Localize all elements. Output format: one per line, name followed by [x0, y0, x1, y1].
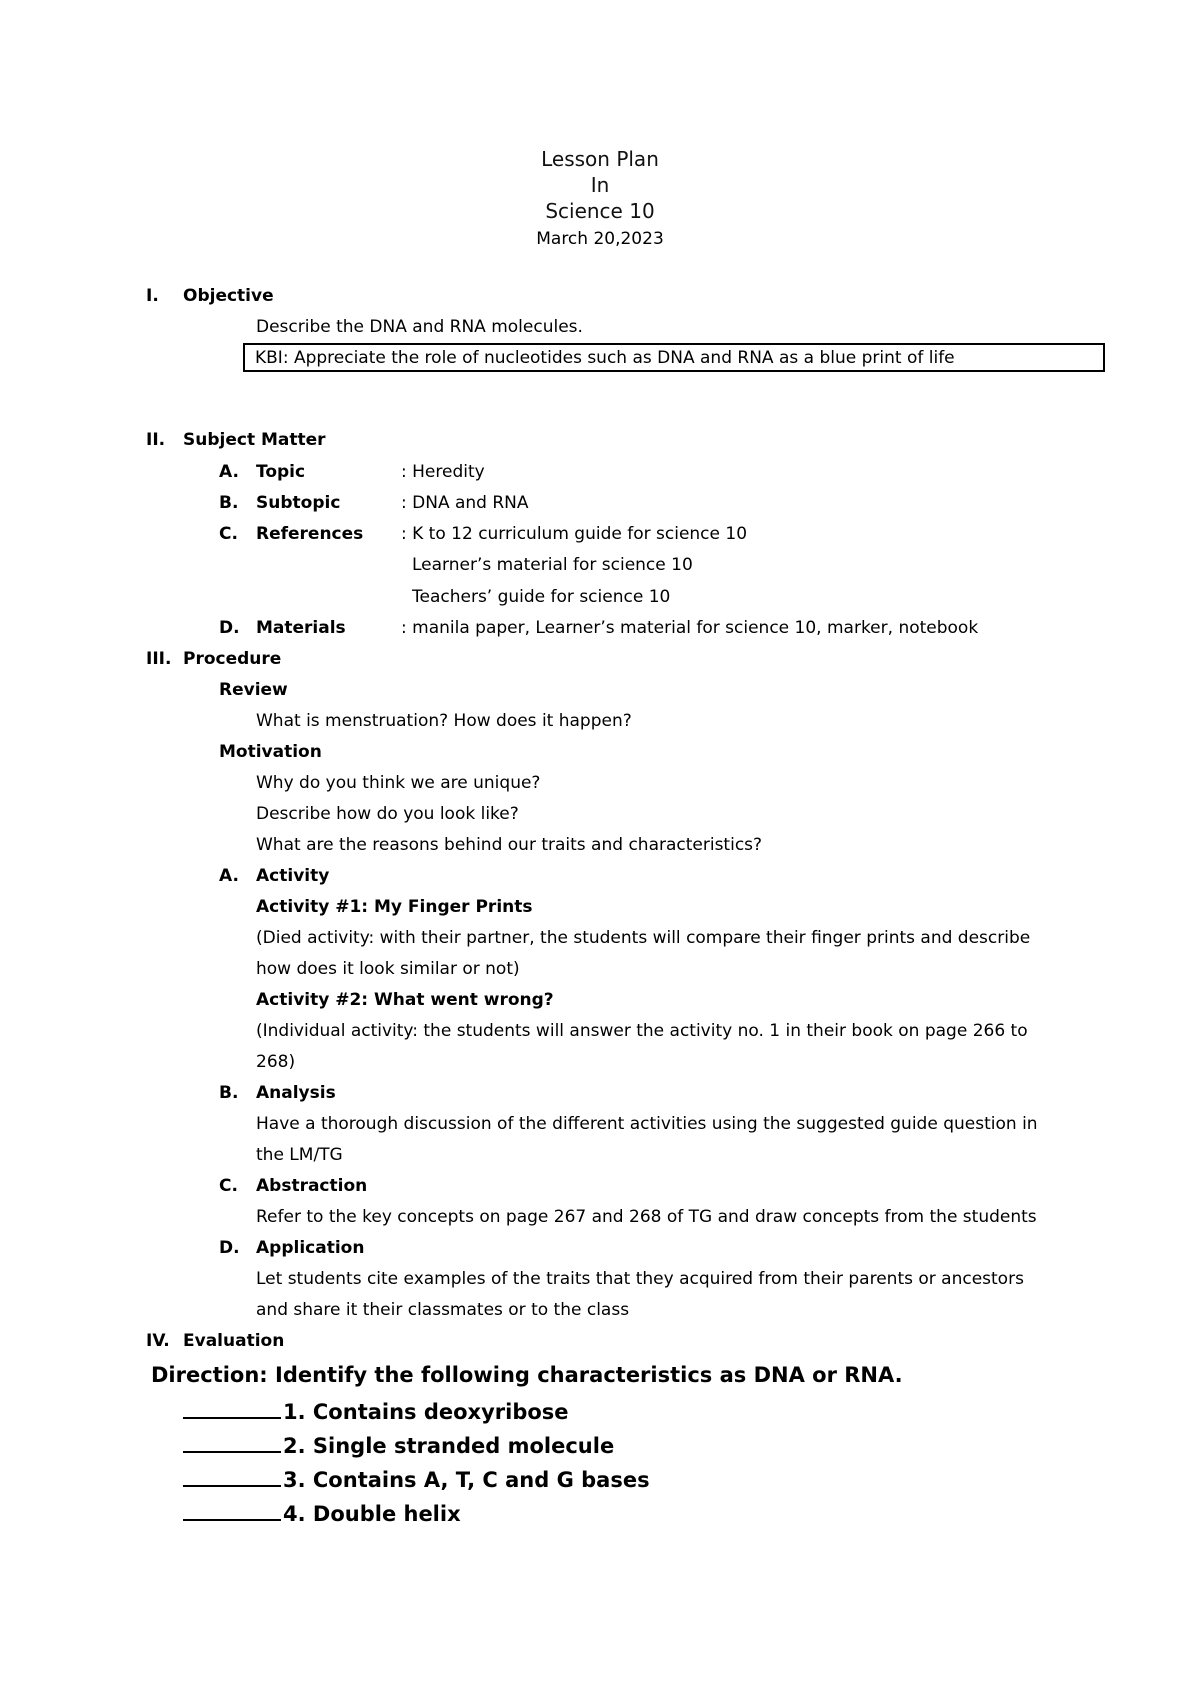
evaluation-item-3: 3. Contains A, T, C and G bases: [183, 1465, 650, 1492]
evaluation-item-4: 4. Double helix: [183, 1499, 461, 1526]
sm-value-topic: : Heredity: [401, 462, 485, 482]
activity-2-title: Activity #2: What went wrong?: [256, 990, 554, 1010]
section-num-evaluation: IV.: [146, 1331, 170, 1351]
evaluation-item-2: 2. Single stranded molecule: [183, 1431, 614, 1458]
activity-2-line-2: 268): [256, 1052, 296, 1072]
sm-reference-extra-2: Teachers’ guide for science 10: [412, 587, 671, 607]
section-num-procedure: III.: [146, 649, 172, 669]
activity-heading: Activity: [256, 866, 330, 886]
sm-label-materials: Materials: [256, 618, 346, 638]
sm-label-topic: Topic: [256, 462, 306, 482]
review-heading: Review: [219, 680, 288, 700]
application-letter: D.: [219, 1238, 240, 1258]
sm-label-subtopic: Subtopic: [256, 493, 341, 513]
application-line-2: and share it their classmates or to the class: [256, 1300, 630, 1320]
motivation-line-1: Why do you think we are unique?: [256, 773, 541, 793]
abstraction-letter: C.: [219, 1176, 238, 1196]
section-num-subject-matter: II.: [146, 430, 166, 450]
application-heading: Application: [256, 1238, 365, 1258]
analysis-line-1: Have a thorough discussion of the different activities using the suggested guide question in: [256, 1114, 1038, 1134]
title-line-2: In: [590, 173, 610, 197]
sm-value-materials: : manila paper, Learner’s material for science 10, marker, notebook: [401, 618, 979, 638]
sm-value-subtopic: : DNA and RNA: [401, 493, 529, 513]
sm-letter-a: A.: [219, 462, 239, 482]
motivation-line-2: Describe how do you look like?: [256, 804, 519, 824]
motivation-line-3: What are the reasons behind our traits and characteristics?: [256, 835, 763, 855]
section-heading-objective: Objective: [183, 286, 274, 306]
sm-letter-b: B.: [219, 493, 239, 513]
motivation-heading: Motivation: [219, 742, 322, 762]
answer-blank[interactable]: [183, 1431, 281, 1453]
activity-1-title: Activity #1: My Finger Prints: [256, 897, 533, 917]
section-heading-evaluation: Evaluation: [183, 1331, 285, 1351]
section-heading-procedure: Procedure: [183, 649, 282, 669]
title-line-1: Lesson Plan: [541, 147, 659, 171]
answer-blank[interactable]: [183, 1397, 281, 1419]
answer-blank[interactable]: [183, 1465, 281, 1487]
title-line-3: Science 10: [545, 199, 655, 223]
sm-label-references: References: [256, 524, 364, 544]
sm-letter-d: D.: [219, 618, 240, 638]
date: March 20,2023: [536, 229, 664, 249]
evaluation-item-1: 1. Contains deoxyribose: [183, 1397, 569, 1424]
activity-1-line-1: (Died activity: with their partner, the students will compare their finger prints and describe: [256, 928, 1031, 948]
kbi-box: KBI: Appreciate the role of nucleotides such as DNA and RNA as a blue print of life: [243, 343, 1105, 372]
activity-letter: A.: [219, 866, 239, 886]
sm-reference-extra-1: Learner’s material for science 10: [412, 555, 693, 575]
activity-2-line-1: (Individual activity: the students will answer the activity no. 1 in their book on page 266 to: [256, 1021, 1028, 1041]
abstraction-heading: Abstraction: [256, 1176, 368, 1196]
abstraction-line-1: Refer to the key concepts on page 267 and 268 of TG and draw concepts from the students: [256, 1207, 1037, 1227]
section-heading-subject-matter: Subject Matter: [183, 430, 326, 450]
review-text: What is menstruation? How does it happen?: [256, 711, 632, 731]
analysis-line-2: the LM/TG: [256, 1145, 343, 1165]
sm-value-references: : K to 12 curriculum guide for science 10: [401, 524, 748, 544]
evaluation-direction: Direction: Identify the following characteristics as DNA or RNA.: [151, 1363, 903, 1387]
objective-text: Describe the DNA and RNA molecules.: [256, 317, 583, 337]
application-line-1: Let students cite examples of the traits that they acquired from their parents or ancestors: [256, 1269, 1024, 1289]
sm-letter-c: C.: [219, 524, 238, 544]
answer-blank[interactable]: [183, 1499, 281, 1521]
activity-1-line-2: how does it look similar or not): [256, 959, 520, 979]
analysis-letter: B.: [219, 1083, 239, 1103]
analysis-heading: Analysis: [256, 1083, 336, 1103]
section-num-objective: I.: [146, 286, 159, 306]
